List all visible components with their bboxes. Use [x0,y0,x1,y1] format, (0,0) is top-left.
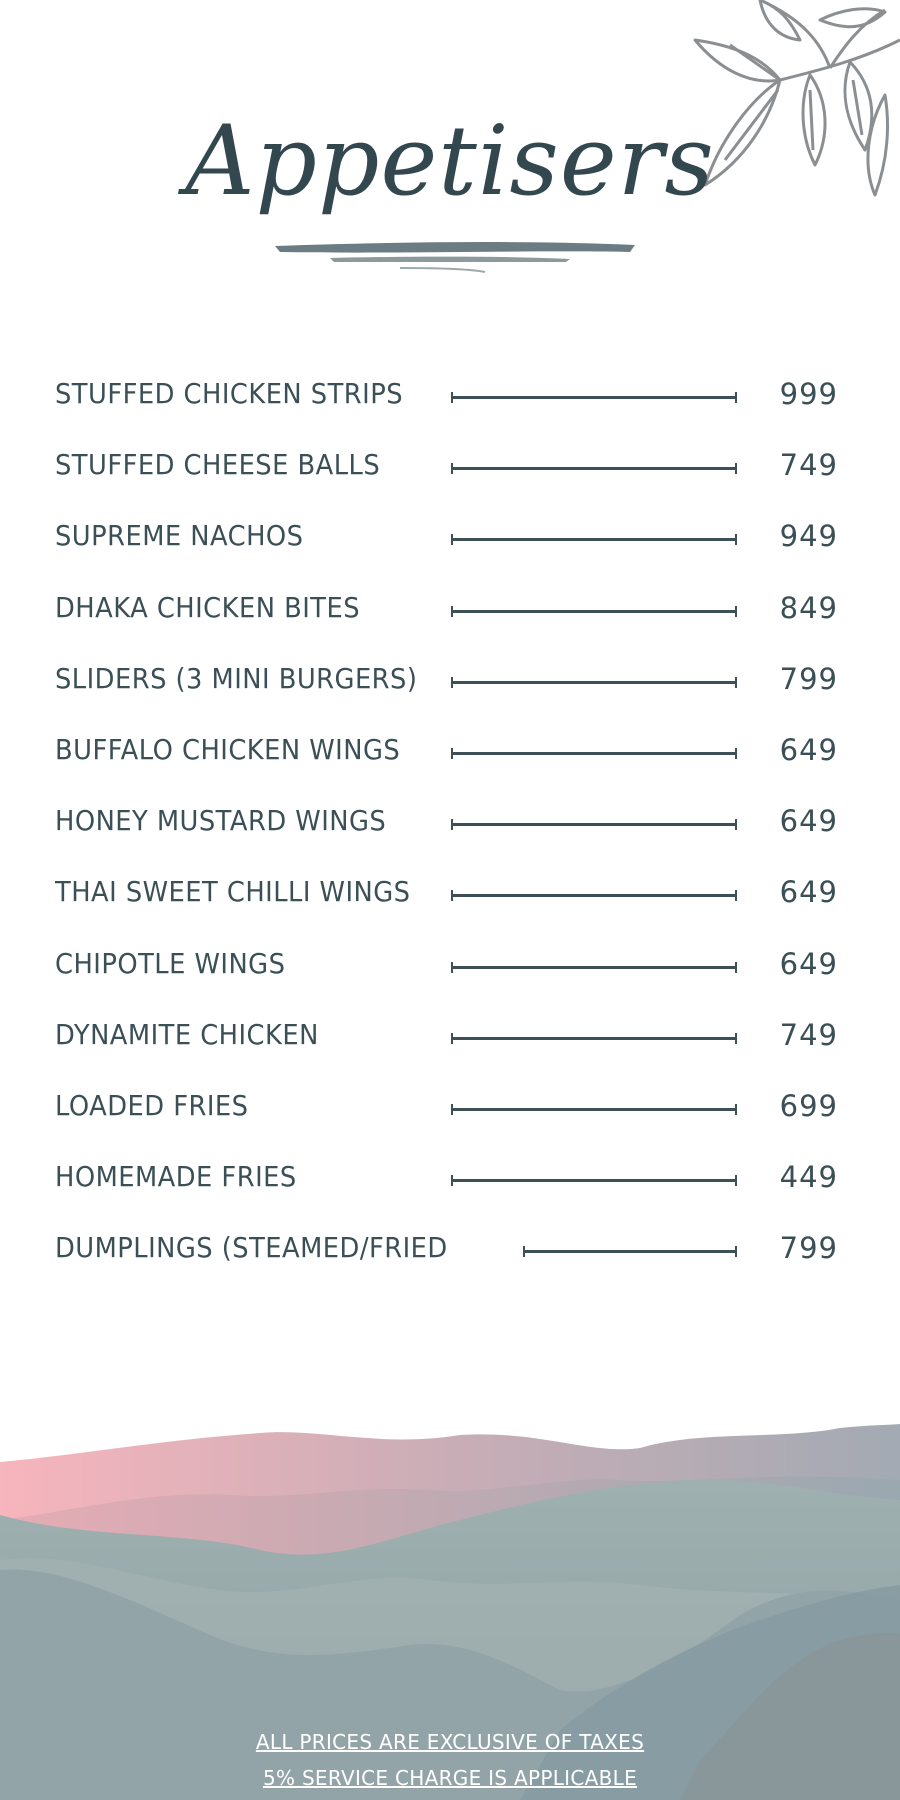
menu-item-row [0,1222,900,1272]
menu-item-price: 649 [779,947,838,981]
dotted-leader-line [451,823,737,826]
menu-item-name: HOMEMADE FRIES [55,1160,297,1193]
menu-item-price: 999 [779,377,838,411]
menu-item-name: THAI SWEET CHILLI WINGS [55,875,411,908]
menu-item-name: LOADED FRIES [55,1089,249,1122]
menu-item-name: DUMPLINGS (STEAMED/FRIED [55,1231,448,1264]
dotted-leader-line [451,752,737,755]
dotted-leader-line [451,610,737,613]
menu-item-name: CHIPOTLE WINGS [55,947,286,980]
service-charge-note: 5% SERVICE CHARGE IS APPLICABLE [262,1766,638,1790]
menu-item-row [0,866,900,916]
page-title: Appetisers [185,105,715,217]
dotted-leader-line [451,966,737,969]
menu-item-row [0,1080,900,1130]
menu-item-price: 699 [779,1089,838,1123]
menu-item-row [0,938,900,988]
dotted-leader-line [451,1108,737,1111]
menu-item-row [0,795,900,845]
menu-item-name: DYNAMITE CHICKEN [55,1018,319,1051]
menu-item-price: 949 [779,519,838,553]
menu-item-row [0,439,900,489]
dotted-leader-line [451,681,737,684]
menu-item-row [0,1151,900,1201]
menu-item-price: 649 [779,733,838,767]
dotted-leader-line [451,1037,737,1040]
brush-stroke-icon [270,232,650,282]
menu-item-price: 799 [779,1231,838,1265]
menu-item-row [0,368,900,418]
menu-item-name: SUPREME NACHOS [55,519,304,552]
tax-note: ALL PRICES ARE EXCLUSIVE OF TAXES [255,1730,645,1754]
dotted-leader-line [451,396,737,399]
menu-item-name: HONEY MUSTARD WINGS [55,804,387,837]
menu-item-name: BUFFALO CHICKEN WINGS [55,733,401,766]
menu-item-row [0,510,900,560]
menu-item-price: 799 [779,662,838,696]
menu-item-price: 649 [779,875,838,909]
menu-item-name: DHAKA CHICKEN BITES [55,591,361,624]
menu-item-row [0,724,900,774]
menu-item-row [0,653,900,703]
menu-item-name: STUFFED CHEESE BALLS [55,448,381,481]
footer-notes [0,1724,900,1796]
menu-item-price: 749 [779,448,838,482]
dotted-leader-line [451,467,737,470]
menu-item-price: 749 [779,1018,838,1052]
dotted-leader-line [523,1250,737,1253]
menu-item-price: 849 [779,591,838,625]
menu-item-row [0,582,900,632]
menu-item-price: 449 [779,1160,838,1194]
dotted-leader-line [451,538,737,541]
menu-item-row [0,1009,900,1059]
dotted-leader-line [451,894,737,897]
menu-item-name: STUFFED CHICKEN STRIPS [55,377,404,410]
menu-item-name: SLIDERS (3 MINI BURGERS) [55,662,418,695]
dotted-leader-line [451,1179,737,1182]
menu-item-price: 649 [779,804,838,838]
